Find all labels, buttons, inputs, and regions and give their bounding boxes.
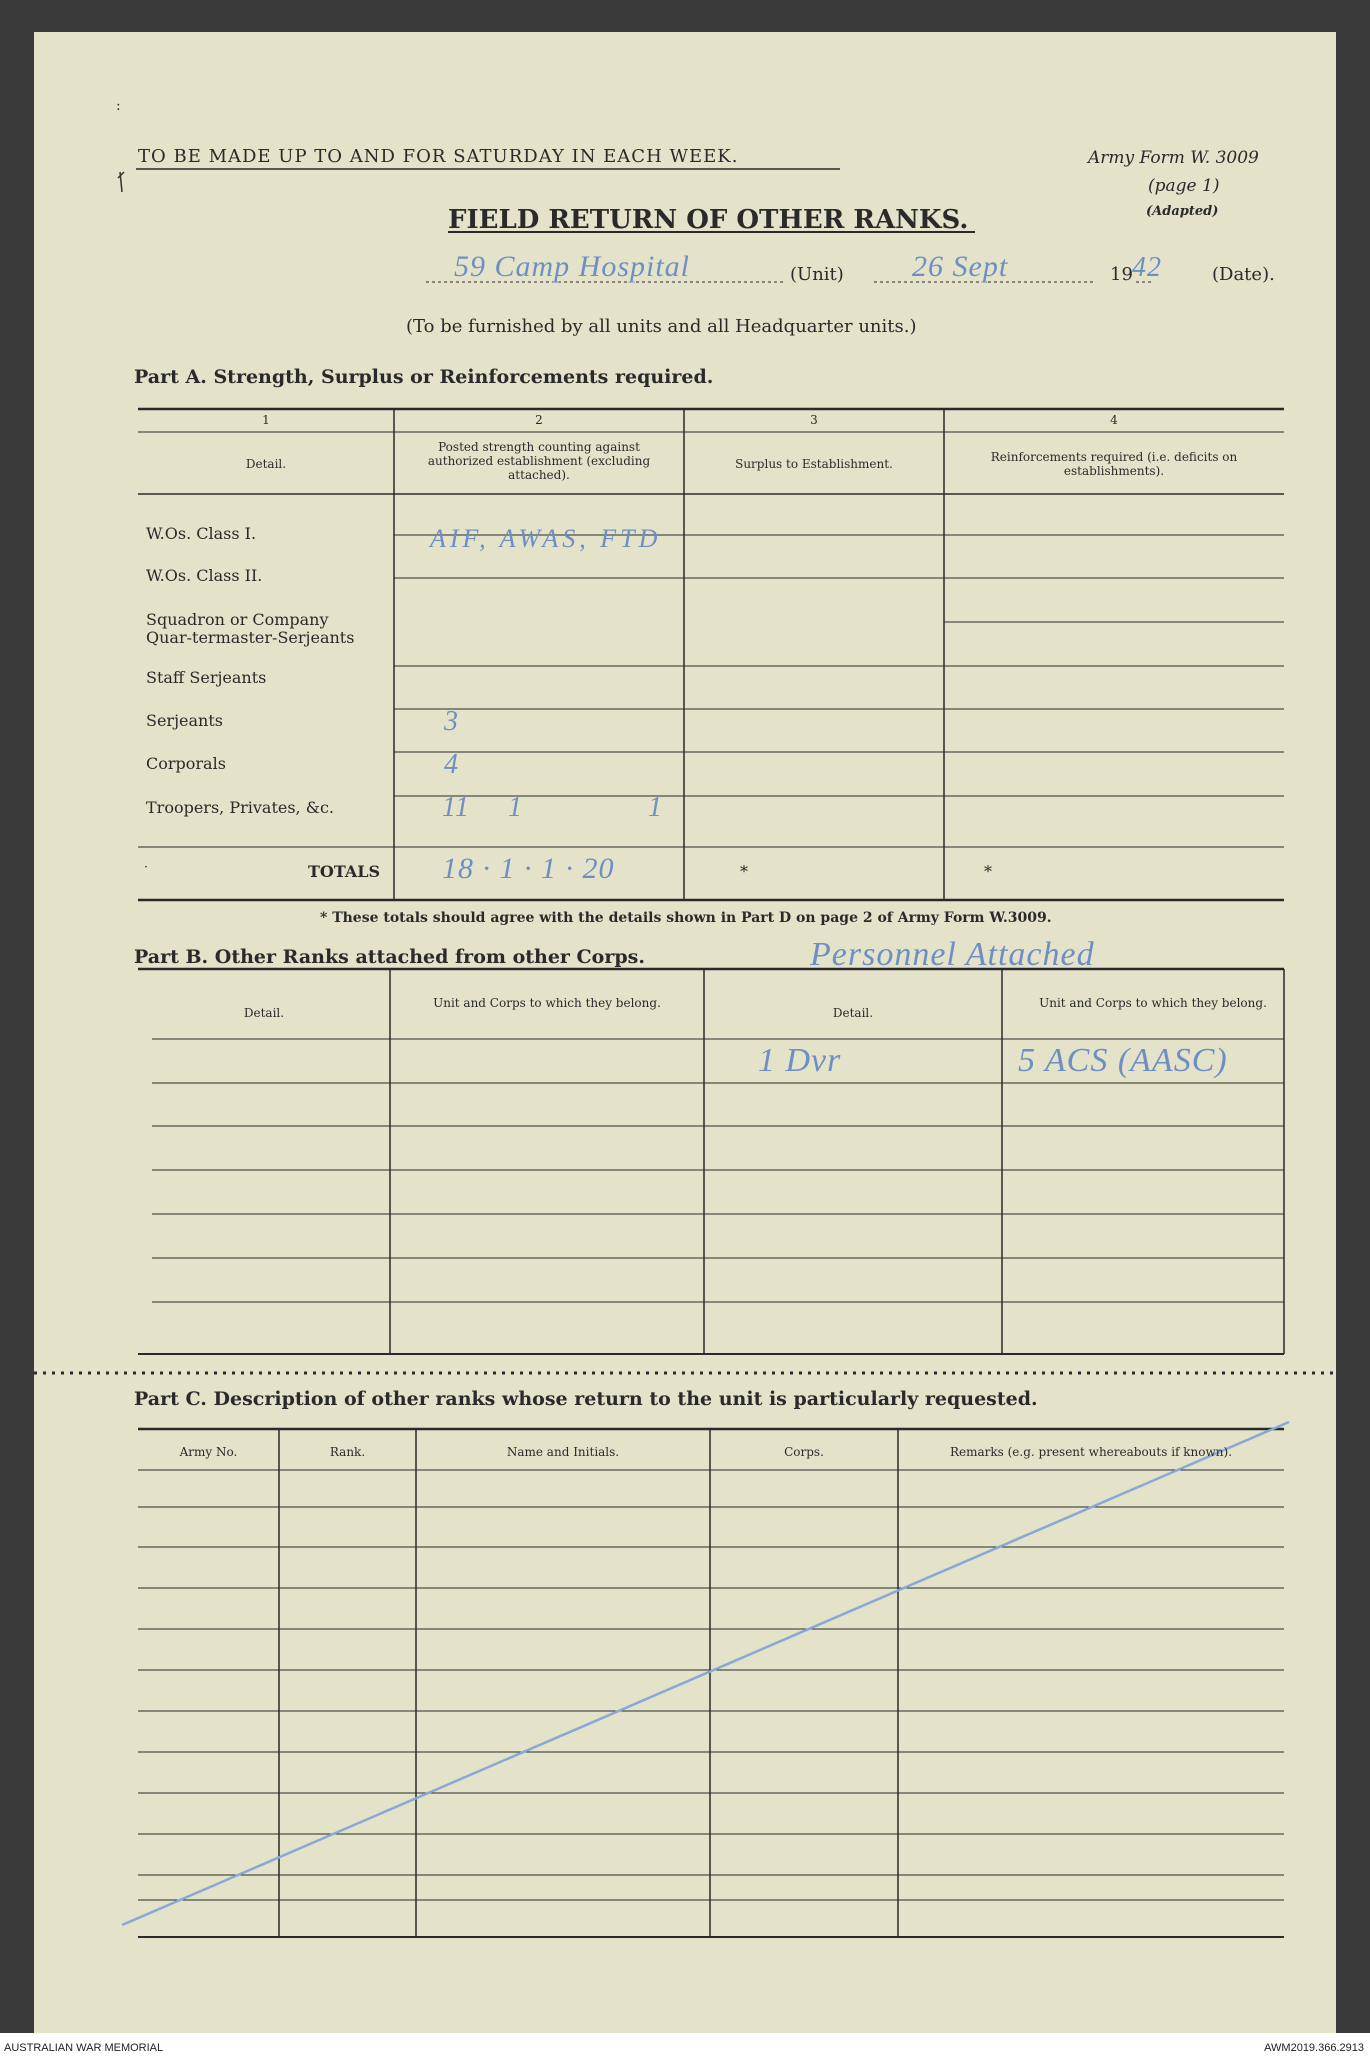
part-c-col-name: Name and Initials.: [506, 1445, 620, 1459]
footer-accession-number: AWM2019.366.2913: [1264, 2042, 1364, 2054]
part-c-col-corps: Corps.: [784, 1445, 824, 1459]
col-header-reinforcements: Reinforcements required (i.e. deficits on establishments).: [990, 450, 1238, 478]
row-label-wo2: W.Os. Class II.: [146, 566, 263, 585]
col-number-2: 2: [535, 413, 543, 427]
totals-asterisk-surplus: *: [740, 862, 748, 881]
troopers-handwritten-1: 11: [442, 792, 470, 823]
part-c-col-remarks: Remarks (e.g. present whereabouts if known).: [949, 1445, 1233, 1459]
svg-text::: :: [116, 98, 121, 114]
col-header-detail: Detail.: [245, 457, 287, 471]
totals-label: TOTALS: [308, 862, 381, 881]
row-label-wo1: W.Os. Class I.: [146, 524, 257, 543]
footer-credit: AUSTRALIAN WAR MEMORIAL: [4, 2042, 164, 2054]
row-label-staff-serjeants: Staff Serjeants: [146, 668, 267, 687]
corporals-handwritten: 4: [444, 749, 459, 780]
row-label-cqms: Squadron or Company Quar-termaster-Serjeants: [146, 610, 355, 647]
part-c-col-rank: Rank.: [329, 1445, 366, 1459]
form-reference: Army Form W. 3009: [1088, 148, 1259, 168]
unit-label: (Unit): [790, 264, 844, 285]
part-b-col-detail-1: Detail.: [243, 1006, 285, 1020]
wo1-handwritten: AIF, AWAS, FTD: [430, 524, 662, 553]
date-label: (Date).: [1212, 264, 1275, 285]
totals-asterisk-reinforcements: *: [984, 862, 992, 881]
col-number-3: 3: [810, 413, 818, 427]
totals-dot-left: ·: [144, 860, 148, 874]
page-title: FIELD RETURN OF OTHER RANKS.: [448, 205, 969, 235]
part-b-heading: Part B. Other Ranks attached from other Corps.: [134, 946, 645, 968]
col-header-posted-strength: Posted strength counting against authorized establishment (excluding attached).: [427, 440, 651, 482]
part-c-col-army-no: Army No.: [179, 1445, 238, 1459]
part-c-heading: Part C. Description of other ranks whose return to the unit is particularly requested.: [134, 1388, 1038, 1410]
footer-bar: [0, 2033, 1370, 2061]
serjeants-handwritten: 3: [444, 706, 459, 737]
unit-handwritten: 59 Camp Hospital: [454, 250, 691, 283]
part-a-footnote: * These totals should agree with the details shown in Part D on page 2 of Army Form W.3009.: [320, 910, 1052, 926]
part-a-heading: Part A. Strength, Surplus or Reinforcements required.: [134, 366, 714, 388]
col-number-4: 4: [1110, 413, 1118, 427]
troopers-handwritten-2: 1: [508, 792, 523, 823]
form-sheet: [34, 32, 1336, 2033]
row-label-serjeants: Serjeants: [146, 711, 223, 730]
part-b-col-unit-2: Unit and Corps to which they belong.: [1039, 996, 1267, 1010]
part-b-handwritten-note: Personnel Attached: [810, 936, 1095, 973]
date-handwritten: 26 Sept: [912, 250, 1009, 283]
page-reference: (page 1): [1148, 176, 1220, 196]
year-handwritten: 42: [1132, 252, 1162, 283]
row-label-troopers: Troopers, Privates, &c.: [146, 798, 335, 817]
part-b-col-detail-2: Detail.: [832, 1006, 874, 1020]
year-prefix: 19: [1110, 264, 1133, 285]
pencil-strike: [122, 1422, 1289, 1925]
subtitle: (To be furnished by all units and all Headquarter units.): [406, 316, 917, 337]
col-number-1: 1: [262, 413, 270, 427]
troopers-handwritten-3: 1: [648, 792, 663, 823]
totals-handwritten: 18 · 1 · 1 · 20: [442, 852, 615, 885]
part-b-handwritten-detail: 1 Dvr: [758, 1042, 842, 1079]
adapted-label: (Adapted): [1146, 204, 1219, 219]
col-header-surplus: Surplus to Establishment.: [735, 457, 893, 471]
row-label-corporals: Corporals: [146, 754, 226, 773]
part-b-col-unit-1: Unit and Corps to which they belong.: [433, 996, 661, 1010]
part-b-handwritten-unit: 5 ACS (AASC): [1018, 1042, 1228, 1079]
instruction-text: TO BE MADE UP TO AND FOR SATURDAY IN EACH WEEK.: [138, 146, 739, 167]
